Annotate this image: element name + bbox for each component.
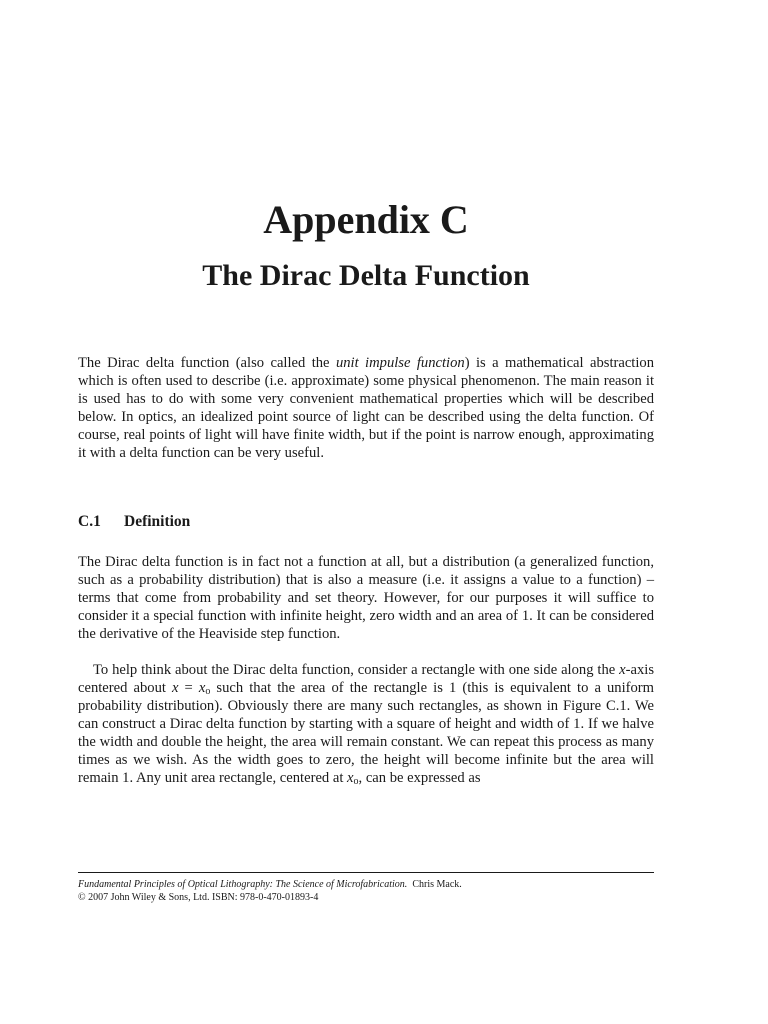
def2-subscript-o-2: o xyxy=(353,776,359,787)
def2-var-x0-2: x xyxy=(347,770,354,786)
footer-book-title: Fundamental Principles of Optical Lithography: The Science of Microfabrication. xyxy=(78,879,408,890)
definition-paragraph-2 xyxy=(78,661,654,787)
def2-var-x: x xyxy=(172,680,179,696)
definition-paragraph-1: The Dirac delta function is in fact not a function at all, but a distribution (a generalized function, such as a probability distribution) that is also a measure (i.e. it assigns a value to a function) – terms that come from probability and set theory. However, for our purposes it will suffice to consider it a special function with infinite height, zero width and an area of 1. It can be considered the derivative of the Heaviside step function. xyxy=(78,554,654,642)
footer-divider xyxy=(78,872,654,873)
section-title: Definition xyxy=(124,513,191,530)
def2-var-x-axis: x xyxy=(619,662,626,678)
chapter-title: The Dirac Delta Function xyxy=(202,259,530,292)
footer-copyright: © 2007 John Wiley & Sons, Ltd. ISBN: 978-0-470-01893-4 xyxy=(78,891,319,903)
def2-equals: = xyxy=(178,680,199,696)
def2-text-4: , can be expressed as xyxy=(358,770,481,786)
def2-text-1: To help think about the Dirac delta function, consider a rectangle with one side along the xyxy=(93,662,620,678)
def2-subscript-o: o xyxy=(205,686,211,697)
intro-term: unit impulse function xyxy=(335,355,465,371)
intro-paragraph xyxy=(78,354,654,462)
footer xyxy=(78,879,654,904)
def2-text-3: such that the area of the rectangle is 1 (this is equivalent to a uniform probability distribution). Obviously there are many such rectangles, as shown in Figure C.1. We can construct a Dirac delta function by starting with a square of height and width of 1. If we halve the width and double the height, the area will remain constant. We can repeat this process as many times as we wish. As the width goes to zero, the height will become infinite but the area will remain 1. Any unit area rectangle, centered at xyxy=(78,680,655,786)
appendix-title: Appendix C xyxy=(263,197,469,242)
footer-citation xyxy=(78,879,654,892)
intro-text-end: ) is a mathematical abstraction which is often used to describe (i.e. approximate) some physical phenomenon. The main reason it is used has to do with some very convenient mathematical properties which will be described below. In optics, an idealized point source of light can be described using the delta function. Of course, real points of light will have finite width, but if the point is narrow enough, approximating it with a delta function can be very useful. xyxy=(78,355,655,461)
def2-text-2: -axis centered about xyxy=(78,662,654,696)
footer-author: Chris Mack. xyxy=(412,879,462,890)
intro-text-start: The Dirac delta function (also called the xyxy=(78,355,336,371)
section-number: C.1 xyxy=(78,513,101,530)
section-heading xyxy=(78,512,654,532)
def2-var-x0: x xyxy=(198,680,206,696)
